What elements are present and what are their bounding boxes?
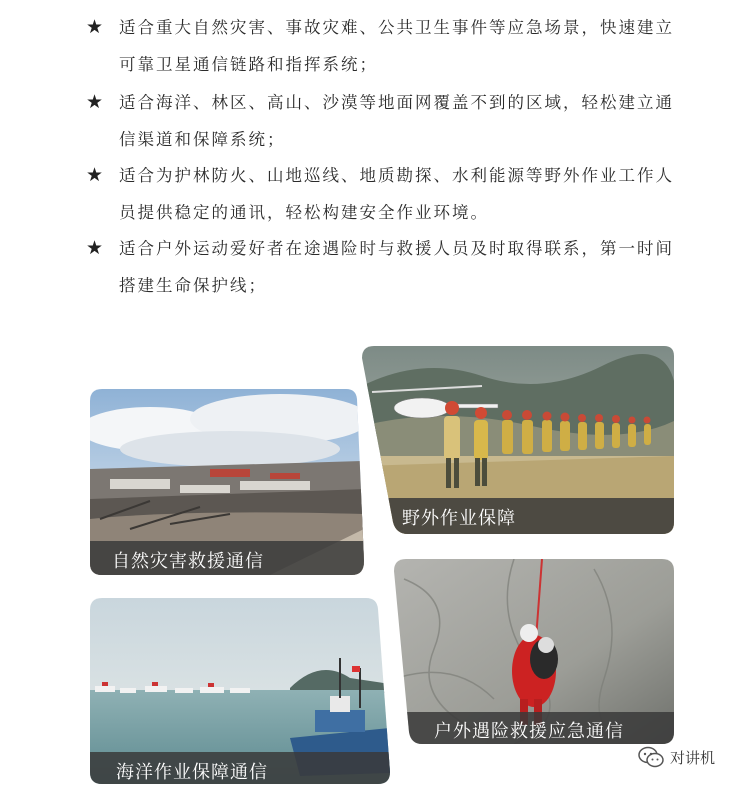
- wechat-watermark: [638, 744, 748, 770]
- card-caption: 海洋作业保障通信: [116, 762, 268, 783]
- list-item-text: 适合海洋、林区、高山、沙漠等地面网覆盖不到的区域，轻松建立通信渠道和保障系统；: [119, 93, 674, 149]
- ocean-operations-photo: [90, 598, 390, 784]
- star-icon: ★: [86, 237, 106, 259]
- watermark-text: 对讲机: [670, 748, 716, 767]
- list-item: [86, 230, 676, 304]
- list-item: [86, 157, 676, 231]
- card-caption: 自然灾害救援通信: [112, 551, 264, 572]
- list-item-text: 适合户外运动爱好者在途遇险时与救援人员及时取得联系，第一时间搭建生命保护线；: [119, 239, 674, 295]
- list-item: [86, 9, 676, 83]
- card-caption: 野外作业保障: [402, 508, 516, 529]
- list-item-text: 适合为护林防火、山地巡线、地质勘探、水利能源等野外作业工作人员提供稳定的通讯，轻松构建安全作业环境。: [119, 166, 674, 222]
- card-caption: 户外遇险救援应急通信: [434, 721, 624, 742]
- disaster-rescue-card: [90, 389, 364, 575]
- star-icon: ★: [86, 164, 106, 186]
- list-item-text: 适合重大自然灾害、事故灾难、公共卫生事件等应急场景，快速建立可靠卫星通信链路和指挥系统；: [119, 18, 674, 74]
- star-icon: ★: [86, 16, 106, 38]
- ocean-operations-card: [90, 598, 390, 784]
- star-icon: ★: [86, 91, 106, 113]
- wechat-icon: [638, 746, 664, 768]
- field-operations-card: [362, 346, 674, 534]
- outdoor-rescue-card: [394, 559, 674, 744]
- list-item: [86, 84, 676, 158]
